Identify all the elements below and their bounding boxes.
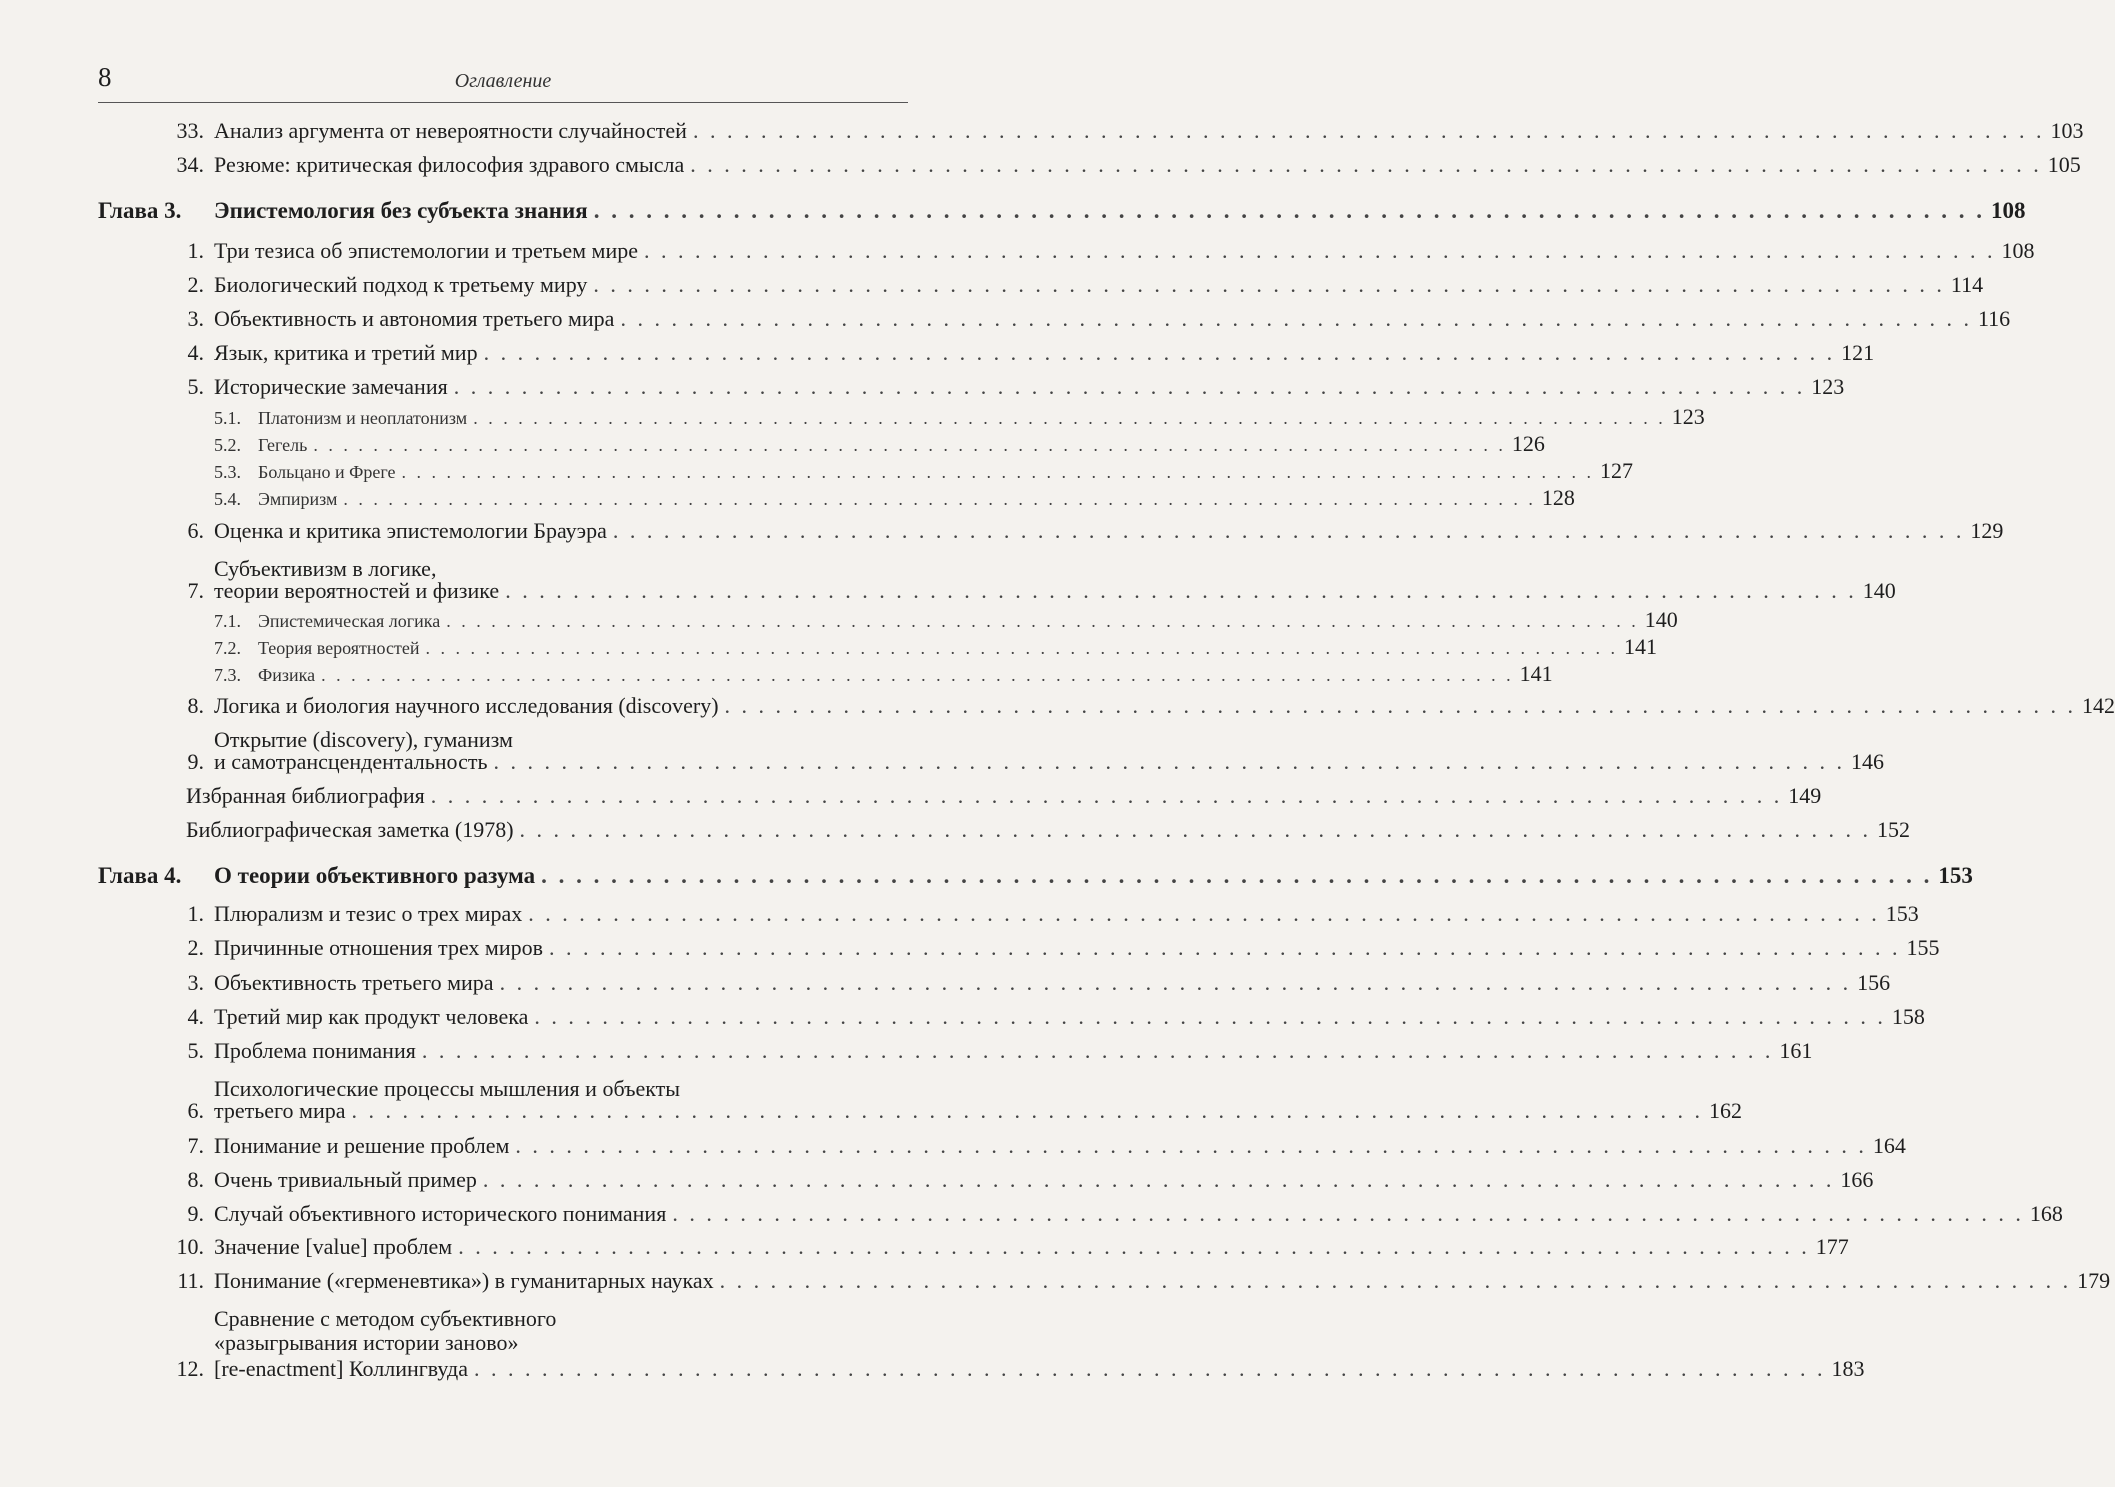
entry-number: 5.1. xyxy=(214,408,241,428)
entry-page-number: 140 xyxy=(1862,578,1896,603)
entry-number: 6. xyxy=(187,1098,204,1123)
chapter-entry xyxy=(98,863,1973,889)
entry-page-number: 103 xyxy=(2050,118,2084,143)
page-header xyxy=(98,60,908,103)
dot-leader: . . . . . . . . . . . . . . . . . . . . . . . . . . . . . . . . . . . . . . . . . . . . . . . . . . . . . . . . . . . . . . . . . . . . . . . . . . . . . . . . xyxy=(446,611,1639,631)
entry-title: Очень тривиальный пример xyxy=(214,1167,477,1192)
toc-entry xyxy=(150,518,2004,544)
dot-leader: . . . . . . . . . . . . . . . . . . . . . . . . . . . . . . . . . . . . . . . . . . . . . . . . . . . . . . . . . . . . . . . . . . . . . . . . . . . . . . . . xyxy=(724,693,2077,718)
dot-leader: . . . . . . . . . . . . . . . . . . . . . . . . . . . . . . . . . . . . . . . . . . . . . . . . . . . . . . . . . . . . . . . . . . . . . . . . . . . . . . . . xyxy=(401,462,1595,482)
entry-page-number: 108 xyxy=(1991,198,2026,223)
entry-page-number: 153 xyxy=(1938,863,1973,888)
entry-page-number: 146 xyxy=(1851,749,1885,774)
entry-number: 7.2. xyxy=(214,638,241,658)
entry-page-number: 141 xyxy=(1519,661,1553,686)
entry-title: Гегель xyxy=(258,435,308,455)
entry-page-number: 105 xyxy=(2047,152,2081,177)
entry-number: 9. xyxy=(187,749,204,774)
entry-title: «разыгрывания истории заново» xyxy=(214,1330,519,1355)
entry-page-number: 126 xyxy=(1511,431,1545,456)
entry-page-number: 164 xyxy=(1872,1133,1906,1158)
entry-page-number: 140 xyxy=(1644,607,1678,632)
entry-title: Платонизм и неоплатонизм xyxy=(258,408,468,428)
entry-title: Плюрализм и тезис о трех мирах xyxy=(214,901,523,926)
entry-title: Открытие (discovery), гуманизм xyxy=(214,727,513,752)
entry-page-number: 127 xyxy=(1600,458,1634,483)
toc-entry xyxy=(150,693,2115,719)
dot-leader: . . . . . . . . . . . . . . . . . . . . . . . . . . . . . . . . . . . . . . . . . . . . . . . . . . . . . . . . . . . . . . . . . . . . . . . . . . . . . . . . xyxy=(474,1356,1826,1381)
dot-leader: . . . . . . . . . . . . . . . . . . . . . . . . . . . . . . . . . . . . . . . . . . . . . . . . . . . . . . . . . . . . . . . . . . . . . . . . . . . . . . . . xyxy=(549,935,1901,960)
dot-leader: . . . . . . . . . . . . . . . . . . . . . . . . . . . . . . . . . . . . . . . . . . . . . . . . . . . . . . . . . . . . . . . . . . . . . . . . . . . . . . . . xyxy=(321,665,1514,685)
entry-title: Исторические замечания xyxy=(214,374,448,399)
entry-title: Объективность и автономия третьего мира xyxy=(214,306,615,331)
toc-entry xyxy=(186,783,1822,809)
dot-leader: . . . . . . . . . . . . . . . . . . . . . . . . . . . . . . . . . . . . . . . . . . . . . . . . . . . . . . . . . . . . . . . . . . . . . . . . . . . . . . . . xyxy=(482,1167,1835,1192)
entry-page-number: 142 xyxy=(2082,693,2115,718)
toc-entry xyxy=(150,306,2011,332)
entry-number: 5.4. xyxy=(214,489,241,509)
entry-title: Субъективизм в логике, xyxy=(214,556,437,581)
dot-leader: . . . . . . . . . . . . . . . . . . . . . . . . . . . . . . . . . . . . . . . . . . . . . . . . . . . . . . . . . . . . . . . . . . . . . . . . . . . . . . . . xyxy=(690,152,2042,177)
entry-page-number: 114 xyxy=(1950,272,1984,297)
dot-leader: . . . . . . . . . . . . . . . . . . . . . . . . . . . . . . . . . . . . . . . . . . . . . . . . . . . . . . . . . . . . . . . . . . . . . . . . . . . . . . . . xyxy=(499,970,1852,995)
dot-leader: . . . . . . . . . . . . . . . . . . . . . . . . . . . . . . . . . . . . . . . . . . . . . . . . . . . . . . . . . . . . . . . . . . . . . . . . . . . . . . . . xyxy=(351,1098,1703,1123)
dot-leader: . . . . . . . . . . . . . . . . . . . . . . . . . . . . . . . . . . . . . . . . . . . . . . . . . . . . . . . . . . . . . . . . . . . . . . . . . . . . . . . . xyxy=(453,374,1806,399)
entry-number: 3. xyxy=(187,306,204,331)
toc-entry xyxy=(150,118,2084,144)
entry-number: 11. xyxy=(177,1268,204,1293)
entry-number: 2. xyxy=(187,272,204,297)
toc-entry xyxy=(214,661,1553,687)
entry-title-continued xyxy=(214,1330,518,1356)
toc-entry xyxy=(150,1167,1874,1193)
toc-entry xyxy=(150,1004,1925,1030)
entry-title: Физика xyxy=(258,665,316,685)
entry-title: Объективность третьего мира xyxy=(214,970,494,995)
entry-number: 7. xyxy=(187,578,204,603)
toc-entry xyxy=(150,1234,1849,1260)
entry-number: 7. xyxy=(187,1133,204,1158)
dot-leader: . . . . . . . . . . . . . . . . . . . . . . . . . . . . . . . . . . . . . . . . . . . . . . . . . . . . . . . . . . . . . . . . . . . . . . . . . . . . . . . . xyxy=(719,1268,2072,1293)
entry-title: Теория вероятностей xyxy=(258,638,420,658)
dot-leader: . . . . . . . . . . . . . . . . . . . . . . . . . . . . . . . . . . . . . . . . . . . . . . . . . . . . . . . . . . . . . . . . . . . . . . . . . . . . . . . . xyxy=(534,1004,1886,1029)
toc-entry xyxy=(150,578,1896,604)
entry-title: Биологический подход к третьему миру xyxy=(214,272,588,297)
toc-entry xyxy=(150,1268,2111,1294)
entry-title: Язык, критика и третий мир xyxy=(214,340,478,365)
toc-entry xyxy=(150,340,1875,366)
dot-leader: . . . . . . . . . . . . . . . . . . . . . . . . . . . . . . . . . . . . . . . . . . . . . . . . . . . . . . . . . . . . . . . . . . . . . . . . . . . . . . . . xyxy=(313,435,1506,455)
dot-leader: . . . . . . . . . . . . . . . . . . . . . . . . . . . . . . . . . . . . . . . . . . . . . . . . . . . . . . . . . . . . . . . . . . . . . . . . . . . . . . . . xyxy=(541,863,1933,888)
entry-title: Эмпиризм xyxy=(258,489,338,509)
toc-entry xyxy=(214,634,1657,660)
chapter-entry xyxy=(98,198,2026,224)
entry-title: Эпистемическая логика xyxy=(258,611,441,631)
entry-title: Логика и биология научного исследования (discovery) xyxy=(214,693,719,718)
toc-entry xyxy=(214,458,1634,484)
toc-entry xyxy=(214,431,1545,457)
entry-title: Резюме: критическая философия здравого смысла xyxy=(214,152,685,177)
entry-page-number: 179 xyxy=(2077,1268,2111,1293)
entry-page-number: 162 xyxy=(1709,1098,1742,1123)
dot-leader: . . . . . . . . . . . . . . . . . . . . . . . . . . . . . . . . . . . . . . . . . . . . . . . . . . . . . . . . . . . . . . . . . . . . . . . . . . . . . . . . xyxy=(612,518,1965,543)
dot-leader: . . . . . . . . . . . . . . . . . . . . . . . . . . . . . . . . . . . . . . . . . . . . . . . . . . . . . . . . . . . . . . . . . . . . . . . . . . . . . . . . xyxy=(430,783,1783,808)
entry-number: 34. xyxy=(176,152,204,177)
entry-page-number: 123 xyxy=(1811,374,1845,399)
entry-number: 4. xyxy=(187,1004,204,1029)
dot-leader: . . . . . . . . . . . . . . . . . . . . . . . . . . . . . . . . . . . . . . . . . . . . . . . . . . . . . . . . . . . . . . . . . . . . . . . . . . . . . . . . xyxy=(528,901,1880,926)
entry-number: 1. xyxy=(187,238,204,263)
entry-page-number: 108 xyxy=(2001,238,2035,263)
entry-number: 8. xyxy=(187,1167,204,1192)
dot-leader: . . . . . . . . . . . . . . . . . . . . . . . . . . . . . . . . . . . . . . . . . . . . . . . . . . . . . . . . . . . . . . . . . . . . . . . . . . . . . . . . xyxy=(493,749,1846,774)
dot-leader: . . . . . . . . . . . . . . . . . . . . . . . . . . . . . . . . . . . . . . . . . . . . . . . . . . . . . . . . . . . . . . . . . . . . . . . . . . . . . . . . xyxy=(483,340,1836,365)
toc-entry xyxy=(150,1038,1813,1064)
entry-number: 4. xyxy=(187,340,204,365)
entry-number: 2. xyxy=(187,935,204,960)
entry-number: 5. xyxy=(187,374,204,399)
entry-title: Библиографическая заметка (1978) xyxy=(186,817,514,842)
entry-number: 5.2. xyxy=(214,435,241,455)
dot-leader: . . . . . . . . . . . . . . . . . . . . . . . . . . . . . . . . . . . . . . . . . . . . . . . . . . . . . . . . . . . . . . . . . . . . . . . . . . . . . . . . xyxy=(620,306,1972,331)
entry-number: 3. xyxy=(187,970,204,995)
entry-title: Понимание и решение проблем xyxy=(214,1133,510,1158)
entry-page-number: 121 xyxy=(1841,340,1875,365)
entry-page-number: 129 xyxy=(1970,518,2004,543)
dot-leader: . . . . . . . . . . . . . . . . . . . . . . . . . . . . . . . . . . . . . . . . . . . . . . . . . . . . . . . . . . . . . . . . . . . . . . . . . . . . . . . . xyxy=(519,817,1872,842)
entry-number: 9. xyxy=(187,1201,204,1226)
toc-entry xyxy=(214,607,1678,633)
toc-entry xyxy=(150,152,2081,178)
toc-entry xyxy=(150,374,1845,400)
entry-title: Больцано и Фреге xyxy=(258,462,396,482)
entry-page-number: 168 xyxy=(2029,1201,2063,1226)
toc-entry xyxy=(186,817,1911,843)
toc-entry xyxy=(150,901,1919,927)
entry-page-number: 128 xyxy=(1541,485,1575,510)
dot-leader: . . . . . . . . . . . . . . . . . . . . . . . . . . . . . . . . . . . . . . . . . . . . . . . . . . . . . . . . . . . . . . . . . . . . . . . . . . . . . . . . xyxy=(421,1038,1774,1063)
entry-page-number: 161 xyxy=(1779,1038,1813,1063)
entry-page-number: 177 xyxy=(1815,1234,1849,1259)
entry-number: 10. xyxy=(176,1234,204,1259)
entry-title-continued xyxy=(214,1306,556,1332)
toc-entry xyxy=(150,272,1984,298)
entry-page-number: 123 xyxy=(1671,404,1705,429)
entry-number: 33. xyxy=(176,118,204,143)
entry-number: 7.1. xyxy=(214,611,241,631)
entry-page-number: 166 xyxy=(1840,1167,1874,1192)
entry-title: Понимание («герменевтика») в гуманитарных науках xyxy=(214,1268,714,1293)
entry-title: Избранная библиография xyxy=(186,783,425,808)
toc-entry xyxy=(150,749,1885,775)
entry-page-number: 155 xyxy=(1906,935,1940,960)
entry-title: Случай объективного исторического понимания xyxy=(214,1201,667,1226)
toc-entry xyxy=(214,404,1705,430)
toc-entry xyxy=(150,970,1891,996)
toc-entry xyxy=(214,485,1575,511)
entry-number: 5. xyxy=(187,1038,204,1063)
entry-page-number: 149 xyxy=(1788,783,1822,808)
entry-page-number: 152 xyxy=(1877,817,1911,842)
entry-title: Третий мир как продукт человека xyxy=(214,1004,529,1029)
entry-title: Оценка и критика эпистемологии Брауэра xyxy=(214,518,607,543)
toc-entry xyxy=(150,1133,1906,1159)
entry-title: Анализ аргумента от невероятности случайностей xyxy=(214,118,687,143)
entry-number: 7.3. xyxy=(214,665,241,685)
entry-page-number: 158 xyxy=(1891,1004,1925,1029)
running-title: Оглавление xyxy=(454,70,552,92)
dot-leader: . . . . . . . . . . . . . . . . . . . . . . . . . . . . . . . . . . . . . . . . . . . . . . . . . . . . . . . . . . . . . . . . . . . . . . . . . . . . . . . . xyxy=(473,408,1666,428)
entry-number: Глава 4. xyxy=(98,863,182,888)
entry-number: 6. xyxy=(187,518,204,543)
entry-page-number: 153 xyxy=(1885,901,1919,926)
entry-title: третьего мира xyxy=(214,1098,346,1123)
entry-page-number: 141 xyxy=(1623,634,1657,659)
dot-leader: . . . . . . . . . . . . . . . . . . . . . . . . . . . . . . . . . . . . . . . . . . . . . . . . . . . . . . . . . . . . . . . . . . . . . . . . . . . . . . . . xyxy=(343,489,1536,509)
entry-title: теории вероятностей и физике xyxy=(214,578,500,603)
dot-leader: . . . . . . . . . . . . . . . . . . . . . . . . . . . . . . . . . . . . . . . . . . . . . . . . . . . . . . . . . . . . . . . . . . . . . . . . . . . . . . . . xyxy=(692,118,2045,143)
toc-entry xyxy=(150,1098,1742,1124)
dot-leader: . . . . . . . . . . . . . . . . . . . . . . . . . . . . . . . . . . . . . . . . . . . . . . . . . . . . . . . . . . . . . . . . . . . . . . . . . . . . . . . . xyxy=(425,638,1618,658)
toc-entry xyxy=(150,1356,1865,1382)
dot-leader: . . . . . . . . . . . . . . . . . . . . . . . . . . . . . . . . . . . . . . . . . . . . . . . . . . . . . . . . . . . . . . . . . . . . . . . . . . . . . . . . xyxy=(644,238,1996,263)
entry-page-number: 116 xyxy=(1977,306,2011,331)
entry-number: Глава 3. xyxy=(98,198,182,223)
entry-title: Три тезиса об эпистемологии и третьем мире xyxy=(214,238,639,263)
entry-title: Психологические процессы мышления и объекты xyxy=(214,1076,681,1101)
toc-entry xyxy=(150,1201,2063,1227)
dot-leader: . . . . . . . . . . . . . . . . . . . . . . . . . . . . . . . . . . . . . . . . . . . . . . . . . . . . . . . . . . . . . . . . . . . . . . . . . . . . . . . . xyxy=(593,272,1945,297)
entry-title: Эпистемология без субъекта знания xyxy=(214,198,588,223)
entry-title: Проблема понимания xyxy=(214,1038,416,1063)
entry-title: и самотрансцендентальность xyxy=(214,749,488,774)
entry-number: 1. xyxy=(187,901,204,926)
dot-leader: . . . . . . . . . . . . . . . . . . . . . . . . . . . . . . . . . . . . . . . . . . . . . . . . . . . . . . . . . . . . . . . . . . . . . . . . . . . . . . . . xyxy=(515,1133,1867,1158)
entry-title: Значение [value] проблем xyxy=(214,1234,453,1259)
entry-title: Сравнение с методом субъективного xyxy=(214,1306,557,1331)
dot-leader: . . . . . . . . . . . . . . . . . . . . . . . . . . . . . . . . . . . . . . . . . . . . . . . . . . . . . . . . . . . . . . . . . . . . . . . . . . . . . . . . xyxy=(672,1201,2024,1226)
entry-page-number: 156 xyxy=(1857,970,1891,995)
dot-leader: . . . . . . . . . . . . . . . . . . . . . . . . . . . . . . . . . . . . . . . . . . . . . . . . . . . . . . . . . . . . . . . . . . . . . . . . . . . . . . . . xyxy=(593,198,1985,223)
dot-leader: . . . . . . . . . . . . . . . . . . . . . . . . . . . . . . . . . . . . . . . . . . . . . . . . . . . . . . . . . . . . . . . . . . . . . . . . . . . . . . . . xyxy=(505,578,1857,603)
entry-number: 5.3. xyxy=(214,462,241,482)
toc-entry xyxy=(150,935,1940,961)
toc-entry xyxy=(150,238,2035,264)
entry-title: [re-enactment] Коллингвуда xyxy=(214,1356,468,1381)
entry-page-number: 183 xyxy=(1831,1356,1865,1381)
page-number: 8 xyxy=(98,62,112,92)
dot-leader: . . . . . . . . . . . . . . . . . . . . . . . . . . . . . . . . . . . . . . . . . . . . . . . . . . . . . . . . . . . . . . . . . . . . . . . . . . . . . . . . xyxy=(458,1234,1810,1259)
entry-title: Причинные отношения трех миров xyxy=(214,935,544,960)
entry-number: 12. xyxy=(176,1356,204,1381)
entry-number: 8. xyxy=(187,693,204,718)
entry-title: О теории объективного разума xyxy=(214,863,536,888)
